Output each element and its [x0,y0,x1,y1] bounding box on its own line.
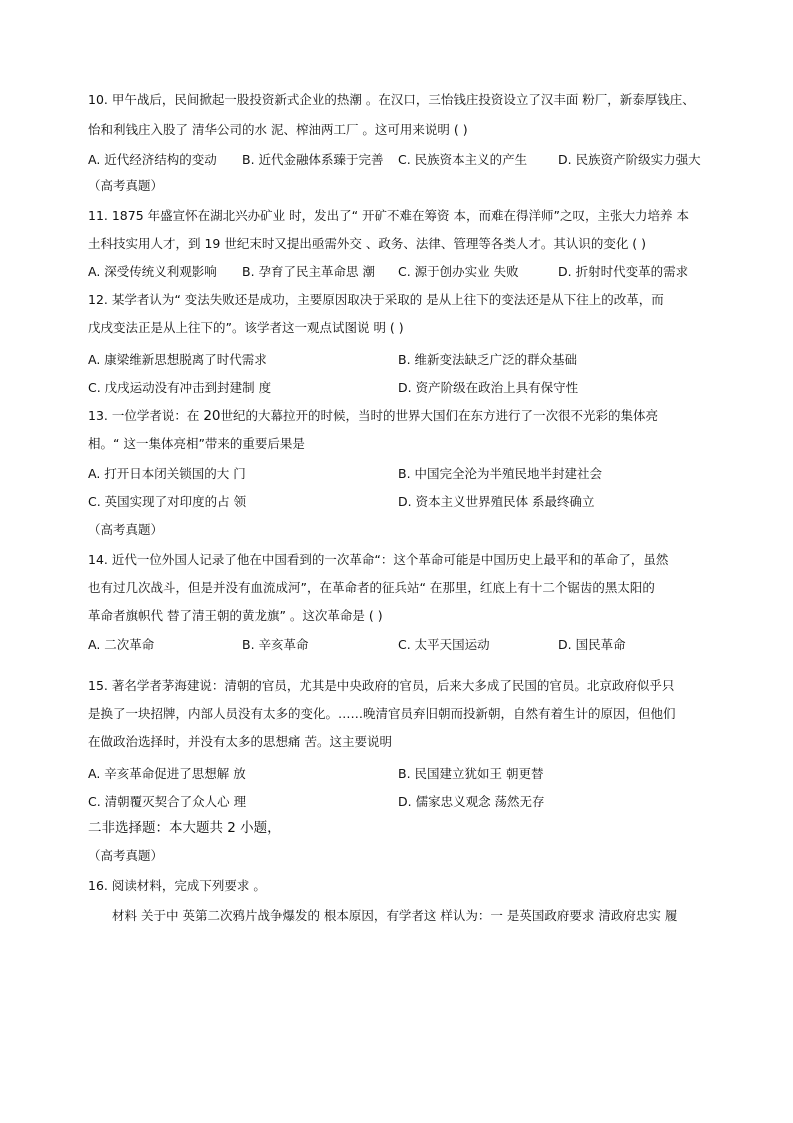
q16-material-line1: 材料 关于中 英第二次鸦片战争爆发的 根本原因，有学者这 样认为：一 是英国政府要求 清政府忠实 履 [112,908,678,923]
q14-option-d[interactable]: D. 国民革命 [558,637,626,652]
q14-option-a[interactable]: A. 二次革命 [88,637,155,652]
q11-option-d[interactable]: D. 折射时代变革的需求 [558,264,689,279]
q11-stem-line2: 土科技实用人才，到 19 世纪末时又提出亟需外交 、政务、法律、管理等各类人才。其认识的变化 ( ) [88,236,647,251]
q10-source: （高考真题） [88,178,164,193]
q15-stem-line1: 15. 著名学者茅海建说：清朝的官员，尤其是中央政府的官员，后来大多成了民国的官员。北京政府似乎只 [88,678,675,693]
q12-stem-line2: 戊戌变法正是从上往下的”。该学者这一观点试图说 明 ( ) [88,320,404,335]
q12-option-d[interactable]: D. 资产阶级在政治上具有保守性 [398,380,579,395]
q13-option-b[interactable]: B. 中国完全沦为半殖民地半封建社会 [398,466,603,481]
q10-option-d[interactable]: D. 民族资产阶级实力强大 [558,152,701,167]
q15-option-a[interactable]: A. 辛亥革命促进了思想解 放 [88,766,246,781]
q12-stem-line1: 12. 某学者认为“ 变法失败还是成功，主要原因取决于采取的 是从上往下的变法还是从下往上的改革，而 [88,292,664,307]
q14-stem-line3: 革命者旗帜代 替了清王朝的黄龙旗” 。这次革命是 ( ) [88,608,383,623]
section-heading: 二非选择题：本大题共 2 小题， [88,820,281,836]
q15-stem-line3: 在做政治选择时，并没有太多的思想痛 苦。这主要说明 [88,734,392,749]
q13-stem-line1-part1: 13. 一位学者说：在 [88,408,204,423]
q14-option-c[interactable]: C. 太平天国运动 [398,637,490,652]
q12-option-a[interactable]: A. 康梁维新思想脱离了时代需求 [88,352,267,367]
q10-option-c[interactable]: C. 民族资本主义的产生 [398,152,528,167]
q13-stem-line1-part2: 世纪的大幕拉开的时候，当时的世界大国们在东方进行了一次很不光彩的集体亮 [220,408,659,423]
q16-stem-line1: 16. 阅读材料，完成下列要求 。 [88,878,266,893]
q11-option-b[interactable]: B. 孕育了民主革命思 潮 [242,264,375,279]
q13-option-a[interactable]: A. 打开日本闭关锁国的大 门 [88,466,246,481]
q14-option-b[interactable]: B. 辛亥革命 [242,637,309,652]
q10-stem-line1: 10. 甲午战后，民间掀起一股投资新式企业的热潮 。在汉口，三怡钱庄投资设立了汉丰面 粉厂，新泰厚钱庄、 [88,92,695,107]
q14-stem-line1: 14. 近代一位外国人记录了他在中国看到的一次革命“：这个革命可能是中国历史上最平和的革命了，虽然 [88,552,669,567]
q14-stem-line2: 也有过几次战斗，但是并没有血流成河”，在革命者的征兵站“ 在那里，红底上有十二个锯齿的黑太阳的 [88,580,655,595]
q13-option-c[interactable]: C. 英国实现了对印度的占 领 [88,494,247,509]
q15-option-d[interactable]: D. 儒家忠义观念 荡然无存 [398,794,545,809]
q13-source: （高考真题） [88,522,164,537]
q15-option-c[interactable]: C. 清朝覆灭契合了众人心 理 [88,794,247,809]
q11-option-a[interactable]: A. 深受传统义利观影响 [88,264,217,279]
q10-option-a[interactable]: A. 近代经济结构的变动 [88,152,217,167]
q13-century-number: 20 [203,408,221,424]
q13-stem-line1 [88,408,658,424]
q13-stem-line2: 相。“ 这一集体亮相”带来的重要后果是 [88,436,305,451]
q11-option-c[interactable]: C. 源于创办实业 失败 [398,264,519,279]
q15-stem-line2: 是换了一块招牌，内部人员没有太多的变化。……晚清官员弃旧朝而投新朝，自然有着生计的原因，但他们 [88,706,676,721]
q15-option-b[interactable]: B. 民国建立犹如王 朝更替 [398,766,544,781]
q12-option-b[interactable]: B. 维新变法缺乏广泛的群众基础 [398,352,578,367]
q10-option-b[interactable]: B. 近代金融体系臻于完善 [242,152,384,167]
q11-stem-line1: 11. 1875 年盛宣怀在湖北兴办矿业 时，发出了“ 开矿不难在筹资 本，而难在得洋师”之叹，主张大力培养 本 [88,208,689,223]
section-source: （高考真题） [88,848,164,863]
q12-option-c[interactable]: C. 戊戌运动没有冲击到封建制 度 [88,380,272,395]
q10-stem-line2: 怡和利钱庄入股了 清华公司的水 泥、榨油两工厂 。这可用来说明 ( ) [88,122,468,137]
q13-option-d[interactable]: D. 资本主义世界殖民体 系最终确立 [398,494,595,509]
